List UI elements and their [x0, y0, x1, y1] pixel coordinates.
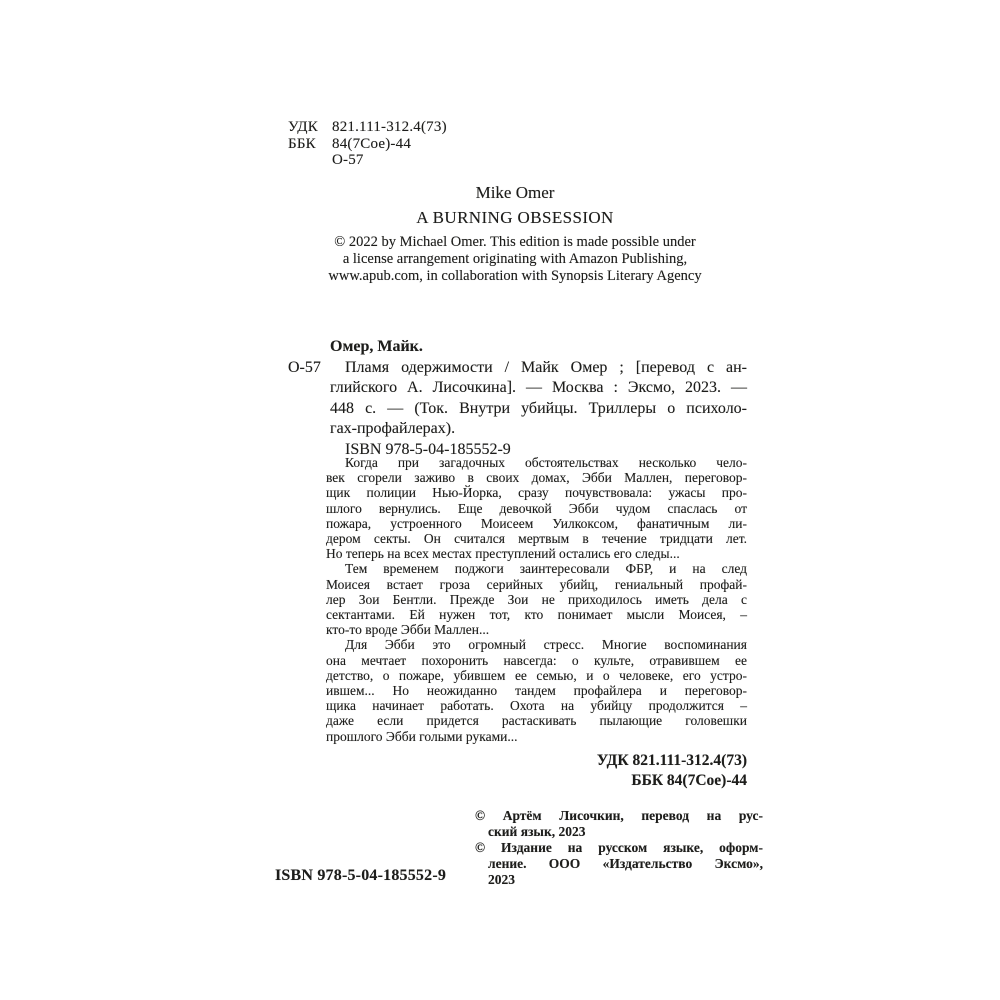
text-line: 448 с. — (Ток. Внутри убийцы. Триллеры о психоло- [330, 399, 747, 417]
text-line: щик полиции Нью-Йорка, сразу почувствовала: ужасы про- [326, 485, 747, 501]
text-line: век сгорели заживо в своих домах, Эбби Маллен, переговор- [326, 470, 747, 486]
udk-code-row [288, 119, 447, 136]
license-note [283, 234, 747, 285]
copyright-translation [475, 808, 763, 840]
text-line: сектантами. Ей нужен тот, кто понимает мысли Моисея, – [326, 607, 747, 623]
text-line: 2023 [488, 872, 515, 887]
text-line: ившем... Но неожиданно тандем профайлера и переговор- [326, 683, 747, 699]
text-line: Но теперь на всех местах преступлений остались его следы... [326, 546, 680, 562]
udk-value: 821.111-312.4(73) [332, 119, 447, 135]
copyright-block [475, 808, 763, 888]
text-line: дером секты. Он считался мертвым в течение тридцати лет. [326, 531, 747, 547]
text-line: детство, о пожаре, убившем ее семью, и о человеке, его устро- [326, 667, 747, 683]
record-isbn: ISBN 978-5-04-185552-9 [345, 440, 511, 458]
text-line: шлого вернулись. Еще девочкой Эбби чудом спаслась от [326, 500, 747, 516]
text-line: даже если придется растаскивать пылающие головешки [326, 713, 747, 729]
annotation-paragraph-3 [326, 637, 747, 743]
text-line: прошлого Эбби голыми руками... [326, 728, 518, 744]
classification-codes-bottom [450, 751, 747, 791]
text-line: www.apub.com, in collaboration with Synopsis Literary Agency [328, 268, 702, 284]
text-line: гах-профайлерах). [330, 420, 456, 437]
record-description [330, 358, 747, 440]
author-sign-row [288, 152, 447, 169]
text-line: © Артём Лисочкин, перевод на рус- [475, 808, 763, 823]
text-line: ление. ООО «Издательство Эксмо», [488, 856, 763, 871]
text-line: Когда при загадочных обстоятельствах несколько чело- [345, 455, 747, 470]
original-edition-header [283, 183, 747, 285]
annotation-paragraph-2 [326, 561, 747, 637]
bbk-code-row [288, 136, 447, 153]
bbk-label: ББК [288, 135, 316, 152]
text-line: Для Эбби это огромный стресс. Многие воспоминания [345, 637, 747, 653]
classification-codes-top [288, 119, 447, 169]
annotation-paragraph-1 [326, 455, 747, 561]
record-author-heading: Омер, Майк. [330, 338, 423, 355]
catalog-record [288, 337, 747, 460]
text-line: © 2022 by Michael Omer. This edition is made possible under [334, 234, 696, 250]
record-author-sign: О-57 [288, 359, 321, 376]
text-line: Моисея встает гроза серийных убийц, гениальный профай- [326, 576, 747, 592]
text-line: лер Зои Бентли. Прежде Зои не приходилось иметь дела с [326, 591, 747, 607]
isbn-bottom: ISBN 978-5-04-185552-9 [275, 867, 447, 884]
text-line: глийского А. Лисочкина]. — Москва : Эксмо, 2023. — [330, 379, 747, 396]
bbk-value: 84(7Сое)-44 [332, 135, 412, 152]
udk-label: УДК [288, 119, 318, 135]
text-line: УДК 821.111-312.4(73) [596, 752, 747, 769]
text-line: a license arrangement originating with Amazon Publishing, [342, 251, 688, 267]
copyright-publisher [475, 840, 763, 888]
text-line: Тем временем поджоги заинтересовали ФБР, и на след [345, 561, 747, 577]
annotation [326, 455, 747, 744]
author-name-english: Mike Omer [475, 183, 555, 202]
author-sign-value: О-57 [332, 152, 364, 168]
text-line: Пламя одержимости / Майк Омер ; [перевод с ан- [345, 358, 747, 376]
text-line: она мечтает похоронить навсегда: о культе, отравившем ее [326, 652, 747, 668]
text-line: кто-то вроде Эбби Маллен... [326, 622, 490, 638]
text-line: пожара, устроенного Моисеем Уилкоксом, фанатичным ли- [326, 515, 747, 531]
text-line: ББК 84(7Сое)-44 [631, 772, 747, 789]
text-line: ский язык, 2023 [488, 824, 586, 839]
text-line: щика начинает работать. Охота на убийцу продолжится – [326, 698, 747, 714]
original-title: A BURNING OBSESSION [416, 208, 614, 227]
text-line: © Издание на русском языке, оформ- [475, 840, 763, 855]
